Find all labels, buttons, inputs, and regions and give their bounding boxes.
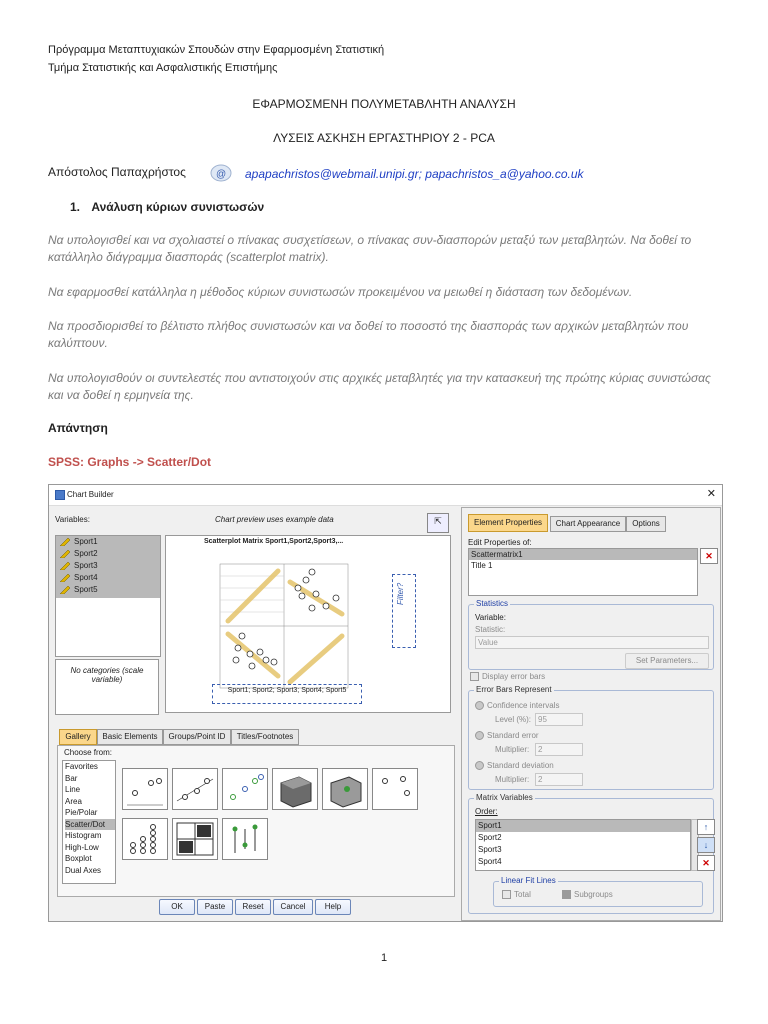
display-error-bars-checkbox[interactable] [470, 672, 545, 681]
subgroups-checkbox[interactable]: Subgroups [562, 890, 613, 899]
scale-variable-icon [60, 550, 70, 558]
svg-text:@: @ [216, 169, 227, 180]
question-3: Να προσδιορισθεί το βέλτιστο πλήθος συνιστωσών και να δοθεί το ποσοστό της διασποράς των αρχικών μεταβλητών που καλύπτουν. [48, 319, 689, 350]
header-line-2: Τμήμα Στατιστικής και Ασφαλιστικής Επιστήμης [48, 62, 278, 74]
x-axis-variables: Sport1; Sport2; Sport3; Sport4; Sport5 [227, 687, 347, 694]
email-link-1[interactable]: apapachristos@webmail.unipi.gr [245, 167, 419, 181]
statistics-group [468, 599, 714, 670]
tab-titles-footnotes[interactable]: Titles/Footnotes [231, 729, 299, 745]
matrix-variables-list[interactable] [475, 819, 691, 871]
chart-type-item[interactable]: Line [65, 785, 81, 794]
matrix-variable-item[interactable]: Sport3 [478, 845, 502, 854]
email-separator: ; [418, 167, 426, 181]
filter-drop-zone[interactable] [392, 574, 416, 648]
statistic-select[interactable]: Value [475, 636, 709, 649]
app-icon [55, 490, 65, 500]
matrix-variables-label: Matrix Variables [476, 793, 533, 802]
error-bars-label: Error Bars Represent [476, 685, 552, 694]
total-checkbox[interactable]: Total [502, 890, 531, 899]
scale-variable-icon [60, 538, 70, 546]
spss-menu-path: SPSS: Graphs -> Scatter/Dot [48, 455, 212, 469]
question-1: Να υπολογισθεί και να σχολιαστεί ο πίνακας συσχετίσεων, ο πίνακας συν-διασπορών μεταξύ των μεταβλητών. Να δοθεί το κατάλληλο διάγραμμα διασποράς (scatterplot matrix). [48, 233, 692, 264]
chart-type-item[interactable]: Dual Axes [65, 865, 102, 875]
matrix-variable-item[interactable]: Sport2 [478, 833, 502, 842]
set-parameters-button[interactable]: Set Parameters... [625, 653, 709, 669]
scale-variable-icon [60, 574, 70, 582]
scale-variable-icon [60, 586, 70, 594]
help-button[interactable]: Help [315, 899, 351, 915]
display-error-bars-label: Display error bars [482, 672, 546, 681]
radio-icon [475, 761, 484, 770]
preview-chart-title: Scatterplot Matrix Sport1,Sport2,Sport3,... [204, 538, 344, 545]
x-axis-drop-zone[interactable] [212, 684, 362, 704]
chart-preview-canvas[interactable] [165, 535, 451, 713]
header-line-1: Πρόγραμμα Μεταπτυχιακών Σπουδών στην Εφαρμοσμένη Στατιστική [48, 44, 385, 56]
tab-chart-appearance[interactable]: Chart Appearance [550, 516, 626, 532]
chart-type-item[interactable]: Bar [65, 773, 78, 783]
tab-options[interactable]: Options [626, 516, 666, 532]
delete-element-icon[interactable]: ✕ [700, 548, 718, 564]
edit-properties-list[interactable] [468, 548, 698, 596]
multiplier-input[interactable]: 2 [535, 743, 583, 756]
std-dev-radio[interactable]: Standard deviation [475, 761, 554, 770]
variable-item[interactable]: Sport3 [56, 560, 160, 572]
gallery-panel [57, 745, 455, 897]
scatter-fit-line-thumb-icon[interactable] [172, 768, 218, 810]
doc-title: ΕΦΑΡΜΟΣΜΕΝΗ ΠΟΛΥΜΕΤΑΒΛΗΤΗ ΑΝΑΛΥΣΗ [252, 97, 516, 111]
matrix-variable-item[interactable]: Sport4 [478, 857, 502, 866]
move-down-icon[interactable]: ↓ [697, 837, 715, 853]
edit-properties-item[interactable]: Title 1 [471, 561, 493, 570]
chart-type-item[interactable]: Histogram [65, 831, 102, 840]
remove-variable-icon[interactable]: ✕ [697, 855, 715, 871]
radio-icon [475, 701, 484, 710]
chart-type-item[interactable]: Boxplot [65, 854, 92, 863]
level-input[interactable]: 95 [535, 713, 583, 726]
chart-type-item[interactable]: Area [65, 796, 82, 806]
page-number: 1 [380, 952, 388, 964]
question-2: Να εφαρμοσθεί κατάλληλα η μέθοδος κύριων συνιστωσών προκειμένου να μειωθεί η διάσταση των δεδομένων. [48, 285, 633, 299]
chart-type-list[interactable] [62, 760, 116, 884]
variable-item[interactable]: Sport4 [56, 572, 160, 584]
tab-groups-point-id[interactable]: Groups/Point ID [163, 729, 231, 745]
variable-label: Variable: [475, 613, 506, 622]
error-bars-group [468, 685, 714, 790]
email-link-2[interactable]: papachristos_a@yahoo.co.uk [425, 167, 584, 181]
chart-type-item[interactable]: Pie/Polar [65, 808, 98, 817]
scale-variable-icon [60, 562, 70, 570]
doc-subtitle: ΛΥΣΕΙΣ ΑΣΚΗΣΗ ΕΡΓΑΣΤΗΡΙΟΥ 2 - PCA [273, 131, 495, 145]
preview-note: Chart preview uses example data [215, 515, 334, 524]
chart-builder-dialog [48, 484, 723, 922]
statistics-label: Statistics [476, 599, 509, 608]
paste-button[interactable]: Paste [197, 899, 233, 915]
chart-type-item-selected[interactable]: Scatter/Dot [65, 819, 115, 831]
no-categories-box: No categories (scale variable) [55, 659, 159, 715]
level-label: Level (%): [495, 715, 532, 724]
properties-pane [461, 507, 721, 921]
linear-fit-group [493, 876, 703, 907]
close-icon[interactable]: ✕ [706, 488, 716, 500]
drop-line-thumb-icon[interactable] [222, 818, 268, 860]
std-error-radio[interactable]: Standard error [475, 731, 539, 740]
matrix-variables-group [468, 793, 714, 914]
section-title: Ανάλυση κύριων συνιστωσών [91, 200, 265, 214]
multiplier-label: Multiplier: [495, 745, 530, 754]
checkbox-icon [502, 890, 511, 899]
gallery-toggle-button[interactable]: ⇱ [427, 513, 449, 533]
move-up-icon[interactable]: ↑ [697, 819, 715, 835]
author-name: Απόστολος Παπαχρήστος [48, 165, 186, 179]
section-heading [70, 200, 264, 214]
grouped-3d-scatter-thumb-icon[interactable] [322, 768, 368, 810]
variable-item[interactable]: Sport5 [56, 584, 160, 596]
filter-label: Filter? [396, 582, 405, 605]
multiplier2-label: Multiplier: [495, 775, 530, 784]
scatterplot-matrix-thumb-icon[interactable] [172, 818, 218, 860]
chart-type-item[interactable]: Favorites [65, 762, 98, 771]
tab-basic-elements[interactable]: Basic Elements [97, 729, 163, 745]
email-icon [210, 163, 232, 183]
matrix-variable-item-selected[interactable]: Sport1 [476, 820, 690, 832]
question-4: Να υπολογισθούν οι συντελεστές που αντιστοιχούν στις αρχικές μεταβλητές για την κατασκευή της πρώτης κύριας συνιστώσας και να δοθεί η ερμηνεία της. [48, 371, 711, 402]
section-number: 1. [70, 200, 81, 214]
ci-radio[interactable]: Confidence intervals [475, 701, 559, 710]
dot-plot-thumb-icon[interactable] [122, 818, 168, 860]
order-label: Order: [475, 807, 498, 816]
chart-type-item[interactable]: High-Low [65, 842, 99, 852]
answer-label: Απάντηση [48, 421, 108, 435]
multiplier2-input[interactable]: 2 [535, 773, 583, 786]
linear-fit-label: Linear Fit Lines [501, 876, 556, 885]
ok-button[interactable]: OK [159, 899, 195, 915]
edit-properties-label: Edit Properties of: [468, 538, 532, 547]
variables-list[interactable] [55, 535, 161, 657]
reset-button[interactable]: Reset [235, 899, 271, 915]
statistic-label: Statistic: [475, 625, 506, 634]
checkbox-icon [470, 672, 479, 681]
author-emails [245, 165, 584, 183]
dialog-titlebar [49, 485, 722, 506]
radio-icon [475, 731, 484, 740]
3d-scatter-thumb-icon[interactable] [272, 768, 318, 810]
cancel-button[interactable]: Cancel [273, 899, 313, 915]
grouped-scatter-thumb-icon[interactable] [222, 768, 268, 810]
tab-element-properties[interactable]: Element Properties [468, 514, 548, 532]
simple-scatter-thumb-icon[interactable] [122, 768, 168, 810]
choose-from-label: Choose from: [64, 748, 113, 757]
variable-item[interactable]: Sport1 [56, 536, 160, 548]
tab-gallery[interactable]: Gallery [59, 729, 97, 745]
variable-item[interactable]: Sport2 [56, 548, 160, 560]
edit-properties-item-selected[interactable]: Scattermatrix1 [469, 549, 697, 560]
checkbox-icon [562, 890, 571, 899]
dialog-title: Chart Builder [67, 490, 114, 499]
variables-label: Variables: [55, 515, 90, 524]
summary-point-thumb-icon[interactable] [372, 768, 418, 810]
